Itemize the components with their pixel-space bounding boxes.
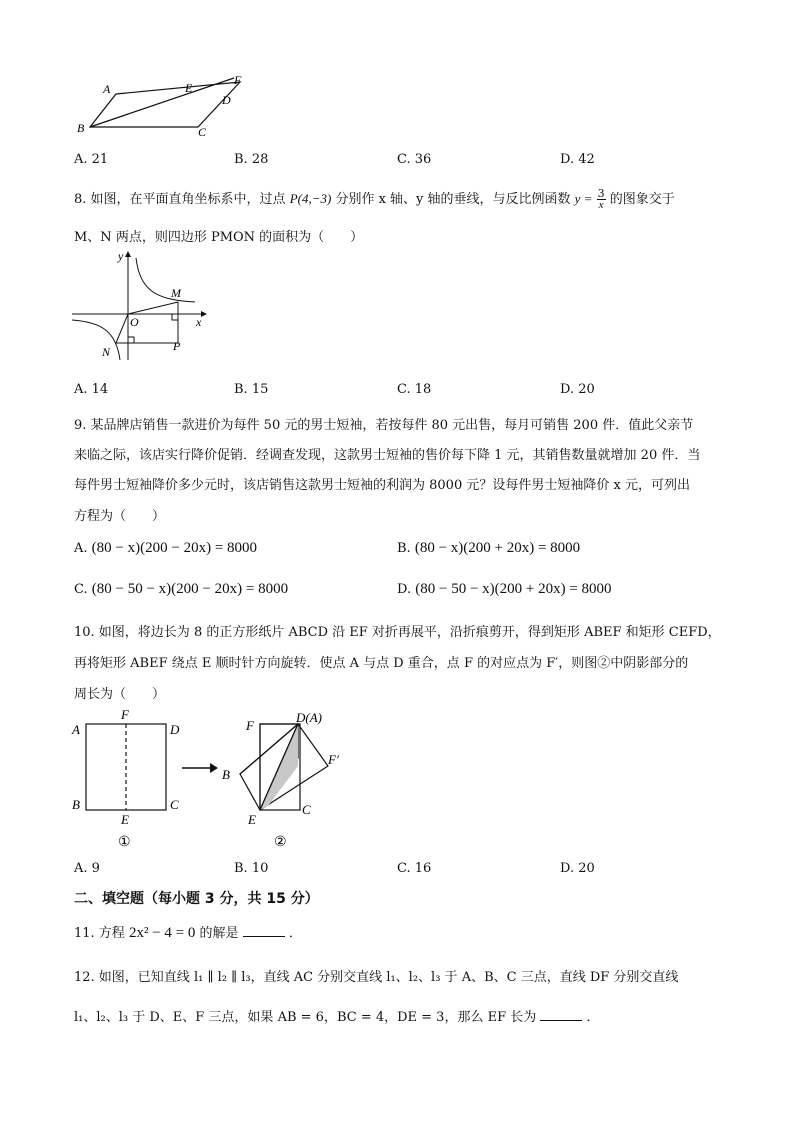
q8-func-numerator: 3 (597, 187, 605, 200)
q8-func-lhs: y = (574, 191, 593, 206)
fig2-label-d-a: D(A) (296, 710, 322, 725)
q7-option-c[interactable]: C. 36 (397, 152, 432, 167)
q9-option-a-equation: (80 − x)(200 − 20x) = 8000 (91, 540, 258, 556)
q10-stem-line3: 周长为（ ） (74, 687, 166, 702)
q8-figure (70, 250, 210, 362)
right-angle-mark-m (172, 314, 178, 320)
q10-figure-1 (70, 706, 190, 852)
q8-label-p: P (173, 339, 181, 353)
q11-stem (74, 922, 302, 942)
q8-option-a[interactable]: A. 14 (74, 382, 109, 397)
q8-text-c: 的图象交于 (609, 192, 675, 207)
q8-stem-line2: M、N 两点，则四边形 PMON 的面积为（ ） (74, 230, 364, 245)
q8-label-n: N (102, 345, 111, 359)
q9-option-d[interactable] (397, 581, 612, 598)
q8-func-denominator: x (598, 199, 604, 211)
right-angle-mark-n (128, 337, 134, 343)
q8-text-b: 分别作 x 轴、y 轴的垂线，与反比例函数 (335, 192, 571, 207)
q9-stem-line4: 方程为（ ） (74, 509, 166, 524)
fig1-label-f: F (121, 707, 129, 722)
q11-end: ． (288, 926, 302, 941)
q9-stem-line2: 来临之际，该店实行降价促销．经调查发现，这款男士短袖的售价每下降 1 元，其销售数量就增加 20 件．当 (74, 448, 701, 463)
q7-label-c: C (198, 125, 207, 139)
fig1-label-c: C (170, 797, 179, 812)
fig2-label-b: B (222, 767, 230, 782)
q7-label-f: F (234, 73, 242, 87)
q8-text-a: 8. 如图，在平面直角坐标系中，过点 (74, 192, 286, 207)
fig1-label-b: B (72, 797, 80, 812)
q9-option-a[interactable] (74, 540, 257, 557)
q9-stem-line1: 9. 某品牌店销售一款进价为每件 50 元的男士短袖，若按每件 80 元出售，每月可销售 200 件．值此父亲节 (74, 418, 694, 433)
fig1-label-e: E (121, 812, 129, 827)
q12-line2-text: l₁、l₂、l₃ 于 D、E、F 三点，如果 AB = 6，BC = 4，DE = 3，那么 EF 长为 (74, 1010, 537, 1025)
q9-option-d-equation: (80 − 50 − x)(200 + 20x) = 8000 (415, 581, 612, 597)
fig2-label-e: E (248, 812, 256, 827)
arrow-icon (180, 760, 220, 776)
q9-option-b[interactable] (397, 540, 580, 557)
q8-option-d[interactable]: D. 20 (560, 382, 595, 397)
q8-label-o: O (130, 315, 139, 329)
fig2-caption: ② (274, 835, 287, 850)
q9-stem-line3: 每件男士短袖降价多少元时，该店销售这款男士短袖的利润为 8000 元？设每件男士短袖降价 x 元，可列出 (74, 478, 690, 493)
q12-stem-line2 (74, 1006, 600, 1025)
fig2-label-f-prime: F′ (328, 752, 339, 767)
q9-option-c-letter: C. (74, 582, 88, 597)
q10-option-b[interactable]: B. 10 (234, 861, 269, 876)
q7-figure (74, 72, 254, 142)
q8-label-y: y (118, 250, 124, 263)
q9-option-b-letter: B. (397, 541, 411, 556)
q12-end: ． (586, 1010, 600, 1025)
q9-option-c-equation: (80 − 50 − x)(200 − 20x) = 8000 (91, 581, 289, 597)
q8-label-m: M (171, 286, 181, 300)
line-bf (90, 78, 234, 127)
q9-option-d-letter: D. (397, 582, 412, 597)
q7-option-d[interactable]: D. 42 (560, 152, 595, 167)
q7-option-a[interactable]: A. 21 (74, 152, 109, 167)
fig1-caption: ① (118, 835, 131, 850)
q9-option-c[interactable] (74, 581, 288, 598)
fig2-label-f: F (246, 718, 254, 733)
q10-stem-line1: 10. 如图，将边长为 8 的正方形纸片 ABCD 沿 EF 对折再展平，沿折痕剪开，得到矩形 ABEF 和矩形 CEFD， (74, 625, 721, 640)
q11-equation: 2x² − 4 = 0 (128, 925, 196, 941)
q8-func-fraction (597, 188, 606, 211)
q12-stem-line1: 12. 如图，已知直线 l₁ ∥ l₂ ∥ l₃，直线 AC 分别交直线 l₁、l₂、l₃ 于 A、B、C 三点，直线 DF 分别交直线 (74, 970, 679, 985)
q7-label-a: A (103, 82, 111, 96)
q8-point: P(4,−3) (289, 191, 332, 206)
fig2-label-c: C (302, 802, 311, 817)
fig1-label-d: D (170, 722, 180, 737)
q11-suffix: 的解是 (199, 926, 239, 941)
q12-answer-blank[interactable] (540, 1008, 582, 1021)
q7-option-b[interactable]: B. 28 (234, 152, 269, 167)
q10-figure-2 (218, 706, 358, 852)
hyperbola-branch-2 (72, 320, 120, 360)
q9-option-a-letter: A. (74, 541, 88, 556)
q10-option-c[interactable]: C. 16 (397, 861, 432, 876)
q10-option-d[interactable]: D. 20 (560, 861, 595, 876)
q11-prefix: 11. 方程 (74, 926, 125, 941)
fig1-label-a: A (72, 722, 80, 737)
q11-answer-blank[interactable] (243, 924, 285, 937)
q7-label-e: E (185, 81, 193, 95)
q8-stem-line1 (74, 188, 675, 211)
parallelogram-abcd (90, 82, 240, 127)
q10-option-a[interactable]: A. 9 (74, 861, 100, 876)
q7-label-b: B (77, 121, 85, 135)
hyperbola-branch-1 (136, 258, 195, 302)
q9-option-b-equation: (80 − x)(200 + 20x) = 8000 (414, 540, 581, 556)
q8-option-b[interactable]: B. 15 (234, 382, 269, 397)
q8-option-c[interactable]: C. 18 (397, 382, 432, 397)
segment-on (116, 314, 128, 343)
q7-label-d: D (222, 93, 231, 107)
q10-stem-line2: 再将矩形 ABEF 绕点 E 顺时针方向旋转．使点 A 与点 D 重合，点 F 的对应点为 F′，则图②中阴影部分的 (74, 656, 689, 671)
section-2-title: 二、填空题（每小题 3 分，共 15 分） (74, 891, 319, 907)
q8-label-x: x (196, 315, 202, 329)
